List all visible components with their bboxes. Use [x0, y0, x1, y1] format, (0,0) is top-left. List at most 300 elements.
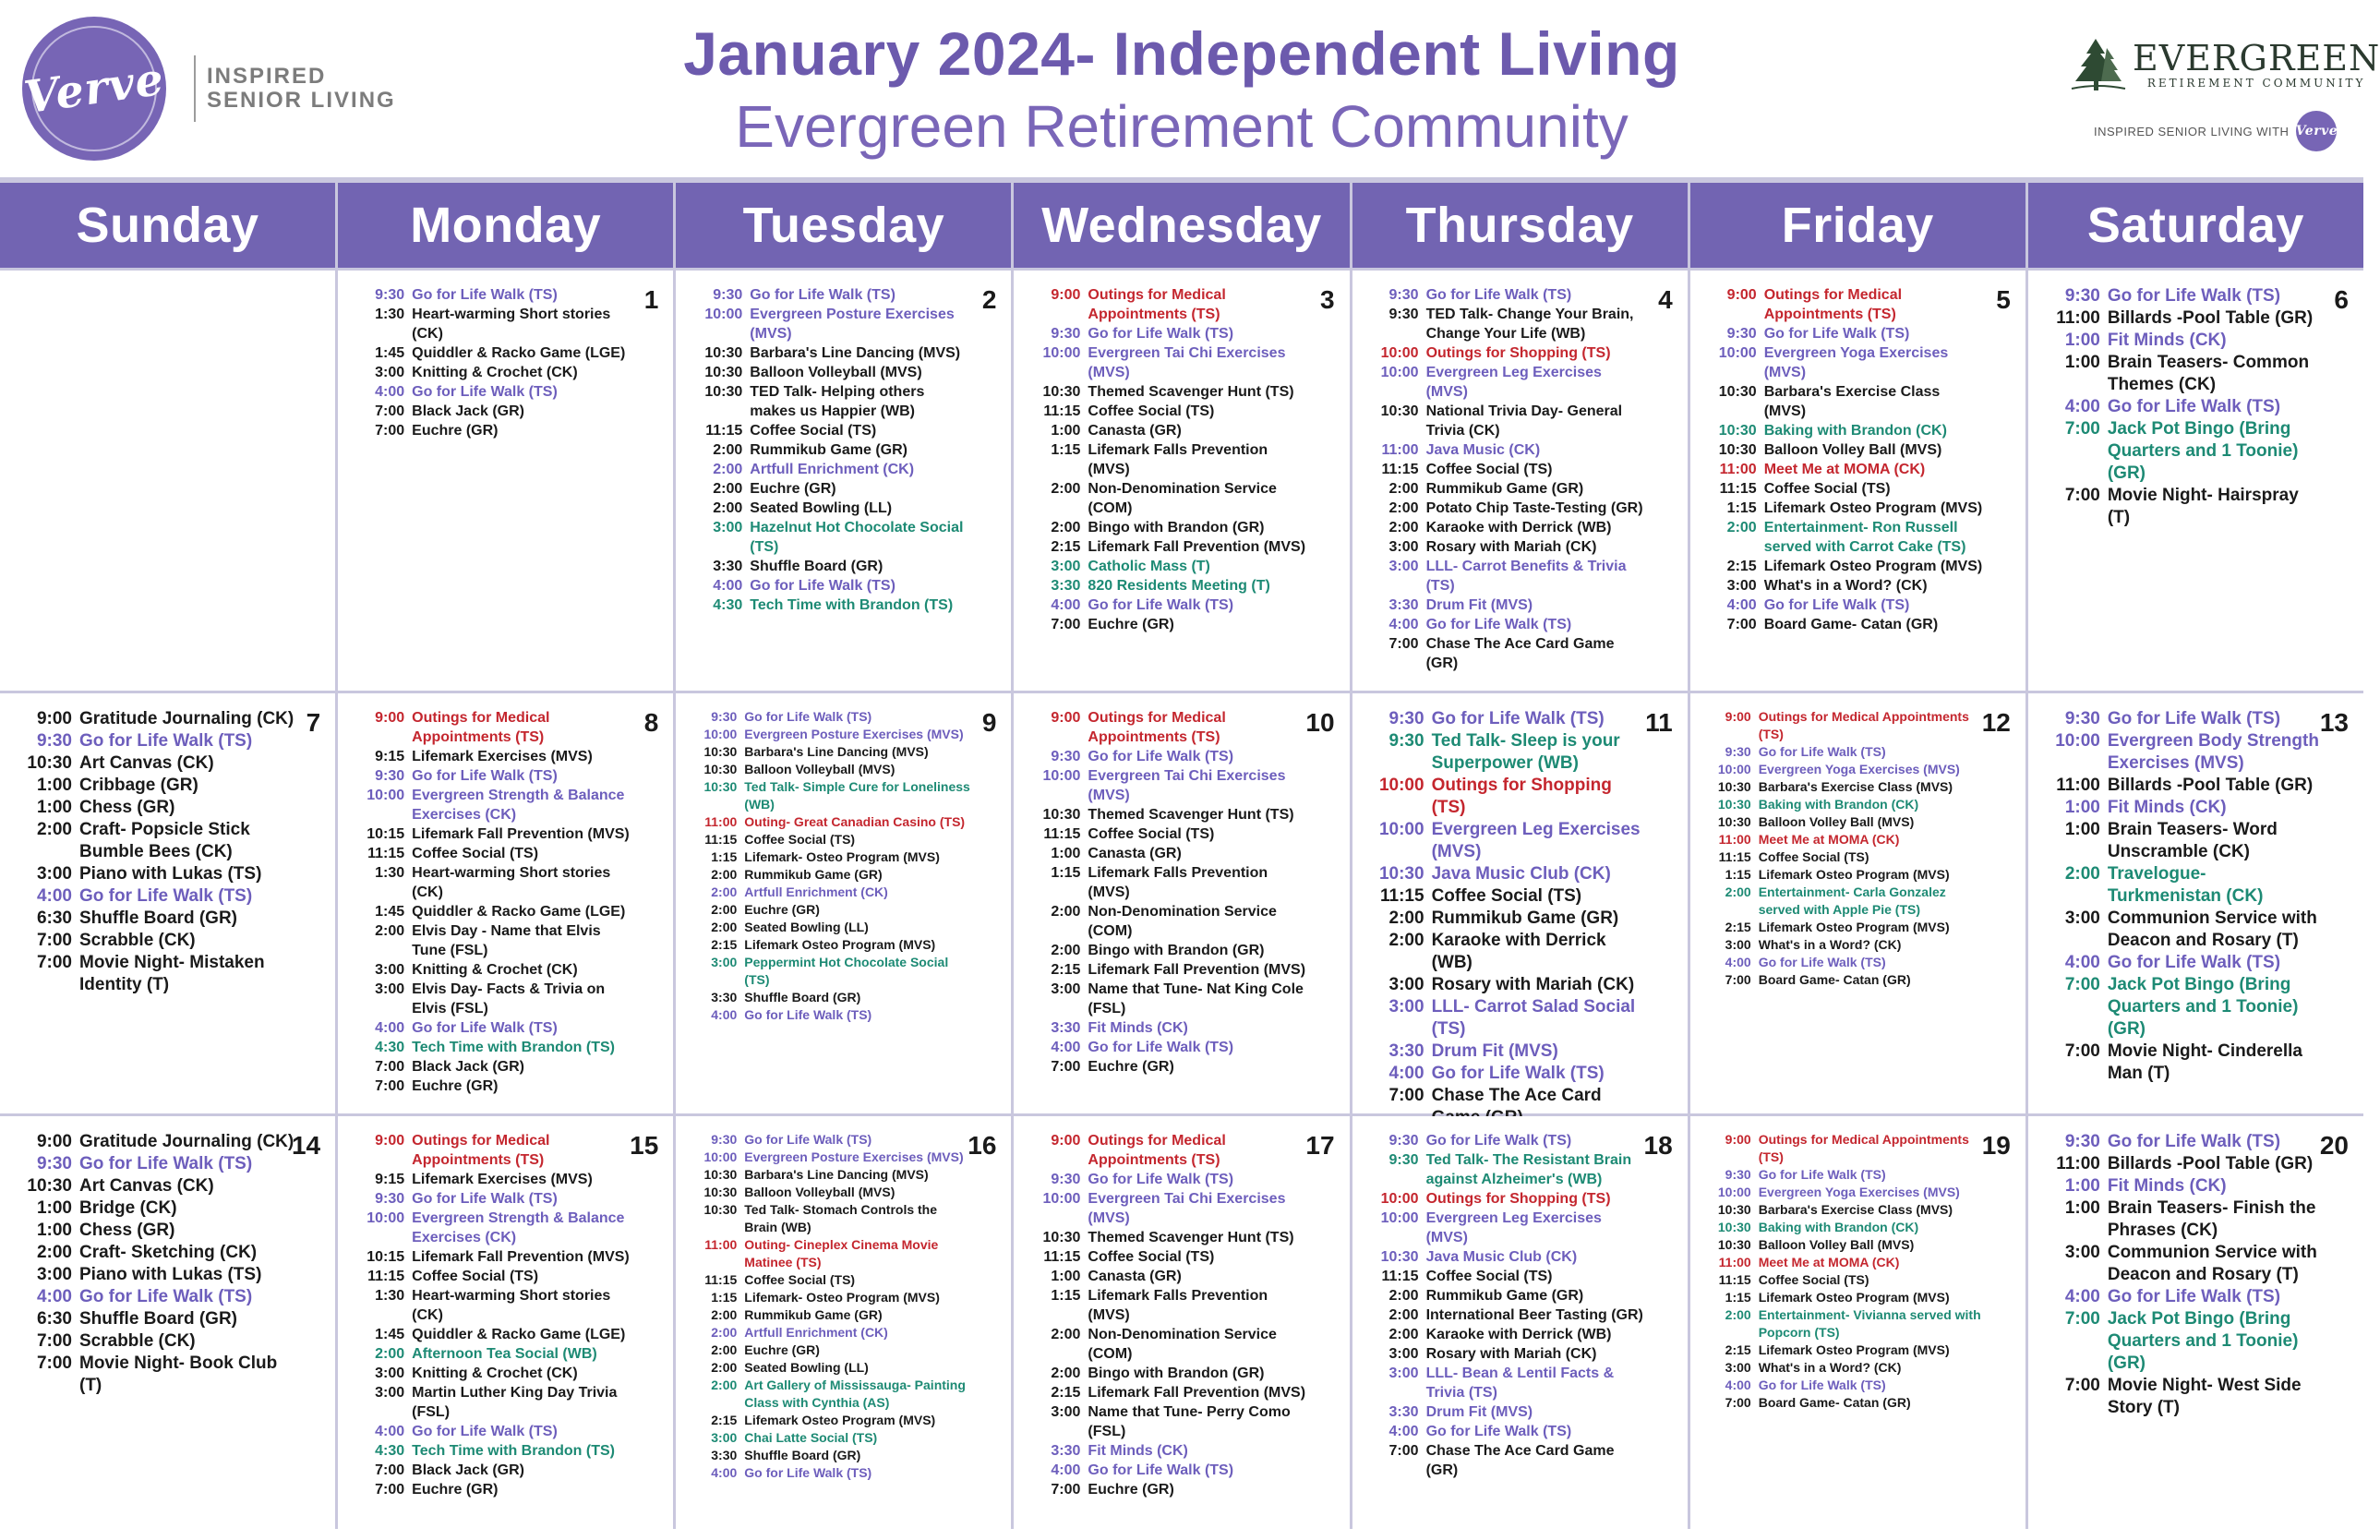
event-name: Brain Teasers- Word Unscramble (CK): [2107, 820, 2278, 861]
event-item: [2047, 330, 2323, 352]
event-time: 11:00: [1381, 442, 1419, 458]
event-time: 7:00: [375, 403, 405, 419]
event-name: Java Music Club (CK): [1425, 1249, 1578, 1265]
event-name: Go for Life Walk (TS): [412, 1020, 558, 1036]
event-item: [356, 1077, 632, 1096]
event-time: 7:00: [36, 931, 72, 950]
event-name: Euchre (GR): [744, 902, 820, 917]
event-time: 7:00: [1725, 1395, 1751, 1410]
event-name: Elvis Day - Name that Elvis Tune (FSL): [412, 923, 601, 958]
day-cell-10: [1014, 693, 1349, 1113]
calendar-header: [0, 0, 2380, 180]
event-time: 7:00: [36, 1331, 72, 1351]
event-time: 6:30: [36, 1309, 72, 1329]
event-time: 9:30: [1725, 744, 1751, 759]
event-name: Jack Pot Bingo (Bring Quarters and 1 Toonie) (GR): [2107, 1309, 2299, 1373]
event-item: [356, 1441, 632, 1461]
event-time: 11:15: [1718, 1272, 1751, 1287]
event-item: [1371, 1063, 1647, 1085]
event-name: Evergreen Leg Exercises (MVS): [1425, 365, 1602, 400]
event-time: 11:15: [704, 1272, 738, 1287]
event-name: Seated Bowling (LL): [744, 920, 869, 934]
event-time: 1:15: [1725, 867, 1751, 882]
event-item: [356, 980, 632, 1018]
event-name: Movie Night- Book Club (T): [79, 1354, 278, 1395]
event-time: 3:30: [1051, 1443, 1081, 1459]
day-cell-6: [2028, 271, 2363, 691]
event-name: Seated Bowling (LL): [750, 500, 893, 516]
event-item: [694, 421, 970, 440]
day-number: 19: [1981, 1131, 2011, 1160]
event-name: Tech Time with Brandon (TS): [750, 597, 954, 613]
event-time: 11:00: [1719, 462, 1757, 477]
event-name: Board Game- Catan (GR): [1758, 1395, 1911, 1410]
event-name: Go for Life Walk (TS): [412, 1191, 558, 1207]
event-item: [694, 557, 970, 576]
event-time: 1:00: [1051, 846, 1081, 861]
event-name: Lifemark Osteo Program (MVS): [1758, 1342, 1950, 1357]
event-name: TED Talk- Change Your Brain, Change Your Life (WB): [1425, 307, 1634, 342]
event-item: [356, 1247, 632, 1267]
event-item: [1709, 831, 1985, 848]
event-name: Craft- Sketching (CK): [79, 1243, 258, 1262]
event-name: 820 Residents Meeting (T): [1088, 578, 1270, 594]
event-name: Scrabble (CK): [79, 931, 196, 950]
event-time: 2:15: [1726, 559, 1757, 574]
event-time: 9:30: [375, 287, 405, 303]
event-time: 7:00: [1388, 636, 1419, 652]
event-name: Art Gallery of Mississauga- Painting Class with Cynthia (AS): [744, 1378, 966, 1410]
event-name: Board Game- Catan (GR): [1758, 972, 1911, 987]
event-name: Evergreen Posture Exercises (MVS): [750, 307, 955, 342]
event-item: [2047, 730, 2323, 775]
event-name: Lifemark- Osteo Program (MVS): [744, 1290, 940, 1305]
event-name: Bridge (CK): [79, 1198, 177, 1218]
event-time: 2:00: [713, 442, 743, 458]
event-item: [1709, 285, 1985, 324]
event-time: 10:00: [1380, 345, 1419, 361]
event-time: 10:30: [1042, 1230, 1081, 1245]
event-time: 2:00: [1388, 1288, 1419, 1304]
event-name: What's in a Word? (CK): [1758, 1360, 1902, 1375]
event-item: [2047, 775, 2323, 797]
event-name: Outings for Shopping (TS): [1431, 776, 1612, 817]
event-item: [694, 726, 970, 743]
event-item: [694, 499, 970, 518]
event-time: 11:15: [1043, 403, 1081, 419]
event-item: [694, 778, 970, 813]
event-name: Lifemark Fall Prevention (MVS): [1088, 962, 1306, 978]
event-item: [694, 1166, 970, 1184]
event-time: 2:00: [1725, 1307, 1751, 1322]
event-name: Rosary with Mariah (CK): [1425, 1346, 1597, 1362]
event-time: 1:00: [2064, 331, 2100, 350]
event-item: [1371, 730, 1647, 775]
event-item: [1371, 930, 1647, 974]
day-number: 13: [2319, 708, 2349, 737]
event-name: Karaoke with Derrick (WB): [1425, 1327, 1612, 1342]
event-time: 2:00: [711, 1378, 738, 1392]
event-item: [1032, 596, 1308, 615]
event-item: [1371, 819, 1647, 863]
event-name: Martin Luther King Day Trivia (FSL): [412, 1385, 618, 1420]
event-name: Catholic Mass (T): [1088, 559, 1210, 574]
event-item: [1032, 980, 1308, 1018]
event-time: 9:00: [1051, 710, 1081, 726]
event-item: [1032, 576, 1308, 596]
event-item: [694, 1447, 970, 1464]
event-item: [1709, 557, 1985, 576]
event-name: Evergreen Yoga Exercises (MVS): [1758, 1185, 1960, 1199]
event-item: [2047, 908, 2323, 952]
event-name: Go for Life Walk (TS): [412, 1424, 558, 1439]
event-item: [2047, 952, 2323, 974]
event-name: Billards -Pool Table (GR): [2107, 776, 2314, 795]
event-name: Go for Life Walk (TS): [2107, 286, 2281, 306]
event-item: [694, 1377, 970, 1412]
event-name: Balloon Volleyball (MVS): [744, 762, 896, 776]
event-item: [1032, 1131, 1308, 1170]
event-time: 10:30: [1717, 797, 1751, 812]
event-time: 1:15: [1726, 500, 1757, 516]
event-time: 2:15: [711, 937, 738, 952]
event-item: [18, 1264, 294, 1286]
event-item: [694, 866, 970, 884]
event-name: Outings for Medical Appointments (TS): [1763, 287, 1903, 322]
event-name: Coffee Social (TS): [750, 423, 877, 439]
event-time: 11:15: [367, 1269, 405, 1284]
event-item: [356, 863, 632, 902]
event-name: Canasta (GR): [1088, 1269, 1182, 1284]
day-number: 1: [643, 285, 659, 314]
day-number: 4: [1658, 285, 1673, 314]
event-time: 10:00: [1378, 776, 1424, 795]
event-name: Go for Life Walk (TS): [1088, 1462, 1234, 1478]
event-time: 1:30: [375, 307, 405, 322]
event-item: [356, 844, 632, 863]
event-name: Go for Life Walk (TS): [750, 287, 896, 303]
event-name: Afternoon Tea Social (WB): [412, 1346, 597, 1362]
event-item: [1032, 805, 1308, 824]
event-time: 9:00: [1725, 1132, 1751, 1147]
event-item: [1032, 747, 1308, 766]
event-time: 3:30: [1388, 1404, 1419, 1420]
event-name: Outings for Medical Appointments (TS): [1088, 1133, 1226, 1168]
event-item: [1371, 1325, 1647, 1344]
event-time: 10:00: [1380, 365, 1419, 380]
event-time: 4:00: [375, 1020, 405, 1036]
event-time: 10:00: [1042, 1191, 1081, 1207]
event-item: [18, 1175, 294, 1197]
event-name: Go for Life Walk (TS): [79, 731, 253, 751]
event-item: [1709, 1394, 1985, 1412]
event-item: [2047, 1375, 2323, 1419]
event-time: 3:00: [375, 962, 405, 978]
event-item: [1032, 343, 1308, 382]
event-time: 2:15: [711, 1413, 738, 1427]
event-item: [2047, 485, 2323, 529]
event-item: [18, 908, 294, 930]
event-item: [18, 1353, 294, 1397]
event-item: [356, 1267, 632, 1286]
event-name: Outings for Medical Appointments (TS): [412, 710, 550, 745]
event-item: [1371, 908, 1647, 930]
event-name: Ted Talk- Simple Cure for Loneliness (WB): [744, 779, 970, 812]
event-time: 9:30: [1388, 1133, 1419, 1149]
event-item: [18, 797, 294, 819]
event-item: [1371, 1267, 1647, 1286]
event-name: Rosary with Mariah (CK): [1431, 975, 1635, 994]
event-name: Lifemark Falls Prevention (MVS): [1088, 1288, 1268, 1323]
event-item: [1032, 766, 1308, 805]
event-name: Coffee Social (TS): [1088, 403, 1215, 419]
event-item: [694, 1271, 970, 1289]
event-time: 4:00: [711, 1465, 738, 1480]
event-time: 10:00: [704, 307, 743, 322]
event-item: [2047, 418, 2323, 485]
event-time: 11:15: [1380, 886, 1424, 906]
event-time: 2:00: [713, 481, 743, 497]
event-item: [356, 343, 632, 363]
event-name: Chai Latte Social (TS): [744, 1430, 878, 1445]
event-item: [1709, 1201, 1985, 1219]
event-time: 10:30: [704, 345, 743, 361]
day-cell-17: [1014, 1116, 1349, 1540]
event-item: [1709, 1341, 1985, 1359]
event-name: Entertainment- Vivianna served with Popcorn (TS): [1758, 1307, 1981, 1340]
event-time: 4:00: [1051, 1462, 1081, 1478]
event-name: Chess (GR): [79, 798, 175, 817]
event-name: Non-Denomination Service (COM): [1088, 904, 1277, 939]
event-time: 4:30: [375, 1443, 405, 1459]
event-time: 4:00: [1051, 597, 1081, 613]
event-item: [1371, 1209, 1647, 1247]
event-item: [356, 402, 632, 421]
event-name: What's in a Word? (CK): [1758, 937, 1902, 952]
event-name: Coffee Social (TS): [1758, 849, 1869, 864]
event-name: Black Jack (GR): [412, 1059, 524, 1075]
event-name: Ted Talk- The Resistant Brain against Alzheimer's (WB): [1425, 1152, 1632, 1187]
event-time: 2:00: [713, 462, 743, 477]
event-name: Euchre (GR): [412, 423, 499, 439]
event-item: [1032, 902, 1308, 941]
event-name: Knitting & Crochet (CK): [412, 1366, 578, 1381]
event-time: 10:15: [367, 826, 405, 842]
event-item: [1032, 1286, 1308, 1325]
day-number: 12: [1981, 708, 2011, 737]
event-name: Chess (GR): [79, 1221, 175, 1240]
day-cell-empty: [0, 271, 335, 691]
event-time: 1:00: [36, 1198, 72, 1218]
event-item: [1709, 1166, 1985, 1184]
event-name: Evergreen Yoga Exercises (MVS): [1763, 345, 1949, 380]
event-name: Movie Night- Cinderella Man (T): [2107, 1041, 2302, 1083]
event-name: LLL- Carrot Salad Social (TS): [1431, 997, 1636, 1039]
event-time: 10:00: [703, 1149, 738, 1164]
event-name: Evergreen Posture Exercises (MVS): [744, 727, 964, 741]
event-time: 3:00: [1388, 1366, 1419, 1381]
event-item: [356, 305, 632, 343]
event-name: Barbara's Exercise Class (MVS): [1758, 779, 1953, 794]
event-name: Go for Life Walk (TS): [412, 384, 558, 400]
event-time: 10:30: [1717, 1220, 1751, 1234]
event-name: Euchre (GR): [1088, 617, 1174, 632]
event-name: Travelogue- Turkmenistan (CK): [2107, 864, 2264, 906]
event-name: Fit Minds (CK): [2107, 331, 2227, 350]
event-time: 1:15: [711, 849, 738, 864]
event-name: Rummikub Game (GR): [1425, 1288, 1584, 1304]
event-name: Java Music Club (CK): [1431, 864, 1611, 884]
event-name: Outings for Shopping (TS): [1425, 1191, 1611, 1207]
event-item: [1032, 708, 1308, 747]
event-name: Canasta (GR): [1088, 423, 1182, 439]
event-time: 11:00: [2056, 1154, 2100, 1173]
event-time: 10:30: [1717, 1202, 1751, 1217]
event-time: 2:15: [1725, 1342, 1751, 1357]
event-time: 9:30: [711, 1132, 738, 1147]
event-name: Outings for Medical Appointments (TS): [412, 1133, 550, 1168]
event-item: [1371, 1041, 1647, 1063]
event-time: 7:00: [375, 1059, 405, 1075]
event-time: 2:15: [1051, 962, 1081, 978]
event-item: [356, 1209, 632, 1247]
day-cell-16: [676, 1116, 1011, 1540]
day-cell-1: [338, 271, 673, 691]
event-item: [18, 1220, 294, 1242]
event-item: [18, 952, 294, 996]
event-time: 11:15: [1043, 1249, 1081, 1265]
event-item: [1032, 285, 1308, 324]
event-name: Entertainment- Ron Russell served with Carrot Cake (TS): [1763, 520, 1966, 555]
event-time: 4:30: [375, 1040, 405, 1055]
event-item: [694, 901, 970, 919]
event-item: [356, 1131, 632, 1170]
event-name: Go for Life Walk (TS): [1088, 749, 1234, 764]
event-time: 2:00: [375, 1346, 405, 1362]
event-item: [1371, 1344, 1647, 1364]
event-item: [1371, 460, 1647, 479]
event-item: [1032, 1441, 1308, 1461]
event-time: 9:30: [1051, 326, 1081, 342]
event-name: Lifemark Osteo Program (MVS): [1763, 559, 1983, 574]
event-item: [1032, 1170, 1308, 1189]
event-name: Rummikub Game (GR): [750, 442, 908, 458]
event-time: 1:15: [1725, 1290, 1751, 1305]
event-time: 1:00: [1051, 1269, 1081, 1284]
event-time: 3:00: [375, 1366, 405, 1381]
event-item: [1709, 919, 1985, 936]
event-name: Themed Scavenger Hunt (TS): [1088, 1230, 1294, 1245]
event-time: 10:30: [1380, 403, 1419, 419]
event-time: 10:30: [1042, 384, 1081, 400]
event-item: [694, 1131, 970, 1149]
event-name: Lifemark Fall Prevention (MVS): [412, 1249, 630, 1265]
event-time: 9:30: [36, 1154, 72, 1173]
event-time: 9:30: [375, 1191, 405, 1207]
event-item: [1709, 778, 1985, 796]
event-name: Black Jack (GR): [412, 1462, 524, 1478]
event-name: Balloon Volleyball (MVS): [744, 1185, 896, 1199]
event-item: [1032, 1038, 1308, 1057]
event-time: 9:00: [1725, 709, 1751, 724]
event-item: [694, 1359, 970, 1377]
event-time: 2:15: [1725, 920, 1751, 934]
event-item: [1709, 440, 1985, 460]
event-time: 1:00: [2064, 820, 2100, 839]
event-item: [1032, 557, 1308, 576]
event-name: Coffee Social (TS): [1088, 1249, 1215, 1265]
event-time: 10:00: [703, 727, 738, 741]
event-item: [694, 343, 970, 363]
event-name: Seated Bowling (LL): [744, 1360, 869, 1375]
evergreen-logo: [2068, 35, 2380, 151]
event-name: Bingo with Brandon (GR): [1088, 520, 1265, 535]
event-item: [694, 440, 970, 460]
event-time: 11:15: [705, 423, 743, 439]
event-name: Lifemark Fall Prevention (MVS): [1088, 1385, 1306, 1401]
event-name: Barbara's Line Dancing (MVS): [744, 744, 929, 759]
event-item: [2047, 396, 2323, 418]
event-name: Lifemark Osteo Program (MVS): [1758, 867, 1950, 882]
event-name: Heart-warming Short stories (CK): [412, 1288, 611, 1323]
event-name: Evergreen Leg Exercises (MVS): [1425, 1210, 1602, 1245]
event-name: Evergreen Body Strength Exercises (MVS): [2107, 731, 2319, 773]
event-name: International Beer Tasting (GR): [1425, 1307, 1643, 1323]
event-item: [1709, 1184, 1985, 1201]
event-name: Drum Fit (MVS): [1425, 597, 1533, 613]
event-item: [694, 285, 970, 305]
event-item: [1032, 1402, 1308, 1441]
event-name: Chase The Ace Card Game (GR): [1425, 636, 1615, 671]
event-name: Fit Minds (CK): [1088, 1443, 1188, 1459]
event-item: [694, 1412, 970, 1429]
event-name: Go for Life Walk (TS): [1758, 744, 1886, 759]
event-time: 3:00: [36, 1265, 72, 1284]
event-name: Outings for Medical Appointments (TS): [1758, 709, 1969, 741]
event-item: [1371, 479, 1647, 499]
event-item: [2047, 1131, 2323, 1153]
day-number: 11: [1645, 708, 1673, 737]
event-item: [1709, 1271, 1985, 1289]
event-item: [356, 708, 632, 747]
event-name: Evergreen Tai Chi Exercises (MVS): [1088, 1191, 1286, 1226]
event-name: Lifemark- Osteo Program (MVS): [744, 849, 940, 864]
event-item: [2047, 797, 2323, 819]
event-item: [1032, 1018, 1308, 1038]
event-time: 3:30: [1051, 1020, 1081, 1036]
event-time: 10:15: [367, 1249, 405, 1265]
event-item: [2047, 1242, 2323, 1286]
event-time: 2:00: [1388, 520, 1419, 535]
page-title: January 2024- Independent Living: [683, 19, 1680, 88]
event-item: [1371, 518, 1647, 537]
event-item: [1032, 1189, 1308, 1228]
event-name: Evergreen Tai Chi Exercises (MVS): [1088, 768, 1286, 803]
event-item: [694, 743, 970, 761]
event-item: [1709, 1306, 1985, 1341]
event-time: 3:30: [713, 559, 743, 574]
event-time: 10:00: [1380, 1191, 1419, 1207]
page-subtitle: Evergreen Retirement Community: [735, 93, 1629, 160]
event-time: 9:00: [375, 1133, 405, 1149]
event-time: 2:00: [1388, 931, 1424, 950]
event-item: [1371, 708, 1647, 730]
day-cell-15: [338, 1116, 673, 1540]
event-name: Go for Life Walk (TS): [412, 768, 558, 784]
event-item: [18, 1330, 294, 1353]
event-item: [1032, 1267, 1308, 1286]
event-item: [1032, 382, 1308, 402]
